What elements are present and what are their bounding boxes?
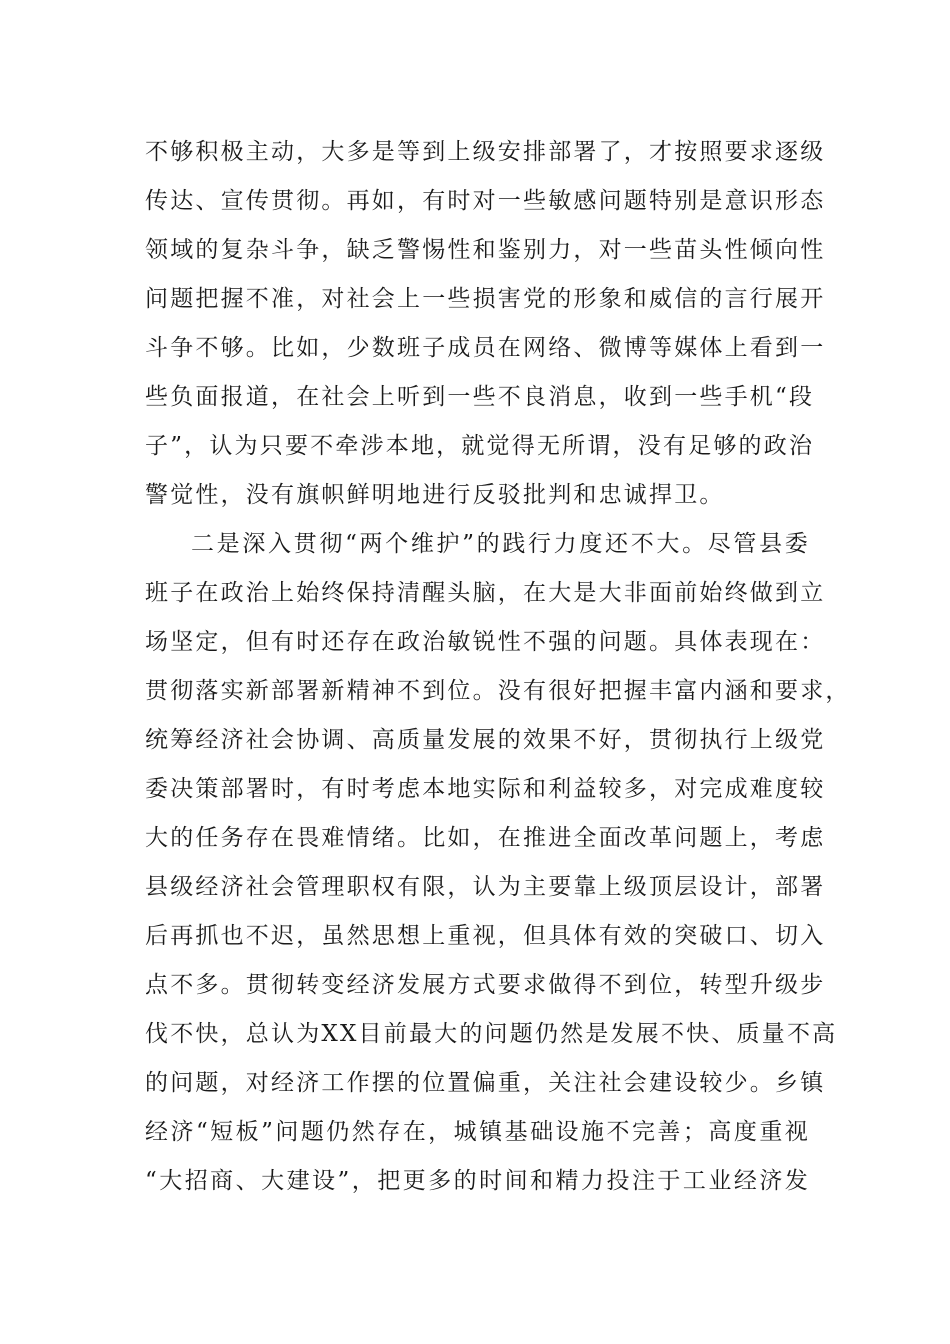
text-line: 大的任务存在畏难情绪。比如，在推进全面改革问题上，考虑: [145, 825, 826, 851]
text-line: 传达、宣传贯彻。再如，有时对一些敏感问题特别是意识形态: [145, 188, 826, 214]
text-line: 班子在政治上始终保持清醒头脑，在大是大非面前始终做到立: [145, 580, 826, 606]
text-line: 问题把握不准，对社会上一些损害党的形象和威信的言行展开: [145, 286, 826, 312]
text-line: 的问题，对经济工作摆的位置偏重，关注社会建设较少。乡镇: [145, 1070, 826, 1096]
paragraph-start-line: 二是深入贯彻“两个维护”的践行力度还不大。尽管县委: [191, 531, 810, 557]
text-line: 县级经济社会管理职权有限，认为主要靠上级顶层设计，部署: [145, 874, 826, 900]
text-line: 不够积极主动，大多是等到上级安排部署了，才按照要求逐级: [145, 139, 826, 165]
text-line: 委决策部署时，有时考虑本地实际和利益较多，对完成难度较: [145, 776, 826, 802]
text-line: 场坚定，但有时还存在政治敏锐性不强的问题。具体表现在：: [145, 629, 826, 655]
text-line: 伐不快，总认为XX目前最大的问题仍然是发展不快、质量不高: [145, 1021, 838, 1047]
text-line: 警觉性，没有旗帜鲜明地进行反驳批判和忠诚捍卫。: [145, 482, 725, 508]
text-line: 些负面报道，在社会上听到一些不良消息，收到一些手机“段: [145, 384, 815, 410]
text-line: 子”，认为只要不牵涉本地，就觉得无所谓，没有足够的政治: [145, 433, 815, 459]
text-line: “大招商、大建设”，把更多的时间和精力投注于工业经济发: [145, 1168, 810, 1194]
text-line: 贯彻落实新部署新精神不到位。没有很好把握丰富内涵和要求，: [145, 678, 851, 704]
text-line: 经济“短板”问题仍然存在，城镇基础设施不完善；高度重视: [145, 1119, 810, 1145]
text-line: 点不多。贯彻转变经济发展方式要求做得不到位，转型升级步: [145, 972, 826, 998]
document-body: [145, 128, 851, 1206]
text-line: 后再抓也不迟，虽然思想上重视，但具体有效的突破口、切入: [145, 923, 826, 949]
text-line: 领域的复杂斗争，缺乏警惕性和鉴别力，对一些苗头性倾向性: [145, 237, 826, 263]
text-line: 统筹经济社会协调、高质量发展的效果不好，贯彻执行上级党: [145, 727, 826, 753]
text-line: 斗争不够。比如，少数班子成员在网络、微博等媒体上看到一: [145, 335, 826, 361]
